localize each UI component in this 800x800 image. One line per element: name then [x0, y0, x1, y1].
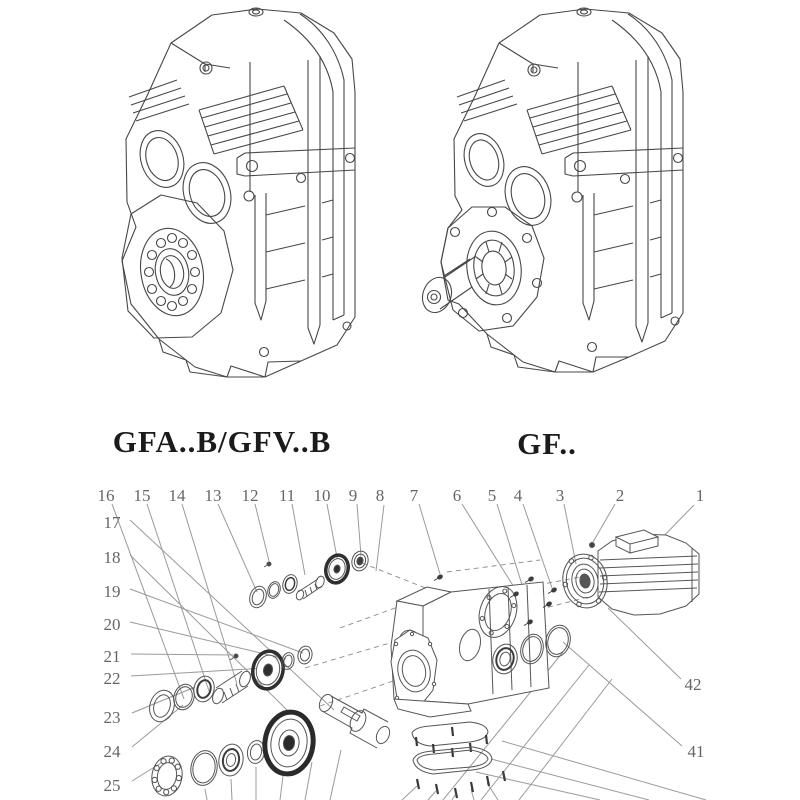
gear-bores — [133, 125, 238, 230]
callout-5: 5 — [487, 486, 497, 505]
output-bearing — [122, 195, 233, 338]
callout-13: 13 — [204, 486, 222, 505]
cooling-fins-right — [199, 86, 303, 154]
callout-7: 7 — [409, 486, 419, 505]
callout-4: 4 — [513, 486, 523, 505]
output-gear — [261, 709, 317, 777]
callout-23: 23 — [103, 708, 121, 727]
callout-17: 17 — [103, 513, 121, 532]
motor — [558, 530, 699, 615]
circlip — [188, 749, 220, 788]
callout-11: 11 — [278, 486, 296, 505]
exploded-view — [98, 486, 707, 800]
callout-25: 25 — [103, 776, 121, 795]
output-shaft — [317, 692, 392, 748]
output-shaft-parts — [149, 692, 392, 798]
motor-bolt — [590, 543, 595, 548]
callout-21: 21 — [103, 647, 121, 666]
callout-9: 9 — [348, 486, 358, 505]
callout-14: 14 — [168, 486, 186, 505]
gearbox-housing — [391, 582, 549, 717]
callout-22: 22 — [103, 669, 121, 688]
callout-41: 41 — [687, 742, 705, 761]
roller-bearing — [149, 754, 185, 799]
cooling-fins-right — [527, 86, 631, 154]
callout-8: 8 — [375, 486, 385, 505]
reducer-drawing-gfab — [122, 8, 355, 377]
input-shaft-parts — [247, 549, 370, 610]
housing-outline — [441, 9, 683, 372]
callout-15: 15 — [133, 486, 151, 505]
model-label-gfab: GFA..B/GFV..B — [112, 424, 332, 459]
callout-3: 3 — [555, 486, 565, 505]
ball-bearing — [216, 742, 245, 778]
cover-bolts — [417, 771, 505, 798]
callout-10: 10 — [313, 486, 331, 505]
model-label-gf: GF.. — [517, 426, 577, 461]
callout-2: 2 — [615, 486, 625, 505]
callout-1: 1 — [695, 486, 705, 505]
callout-42: 42 — [684, 675, 702, 694]
callout-20: 20 — [103, 615, 121, 634]
callout-19: 19 — [103, 582, 121, 601]
callout-12: 12 — [241, 486, 259, 505]
reducer-drawing-gf — [418, 8, 683, 372]
callout-24: 24 — [103, 742, 121, 761]
callout-6: 6 — [452, 486, 462, 505]
callout-18: 18 — [103, 548, 121, 567]
callout-16: 16 — [97, 486, 115, 505]
